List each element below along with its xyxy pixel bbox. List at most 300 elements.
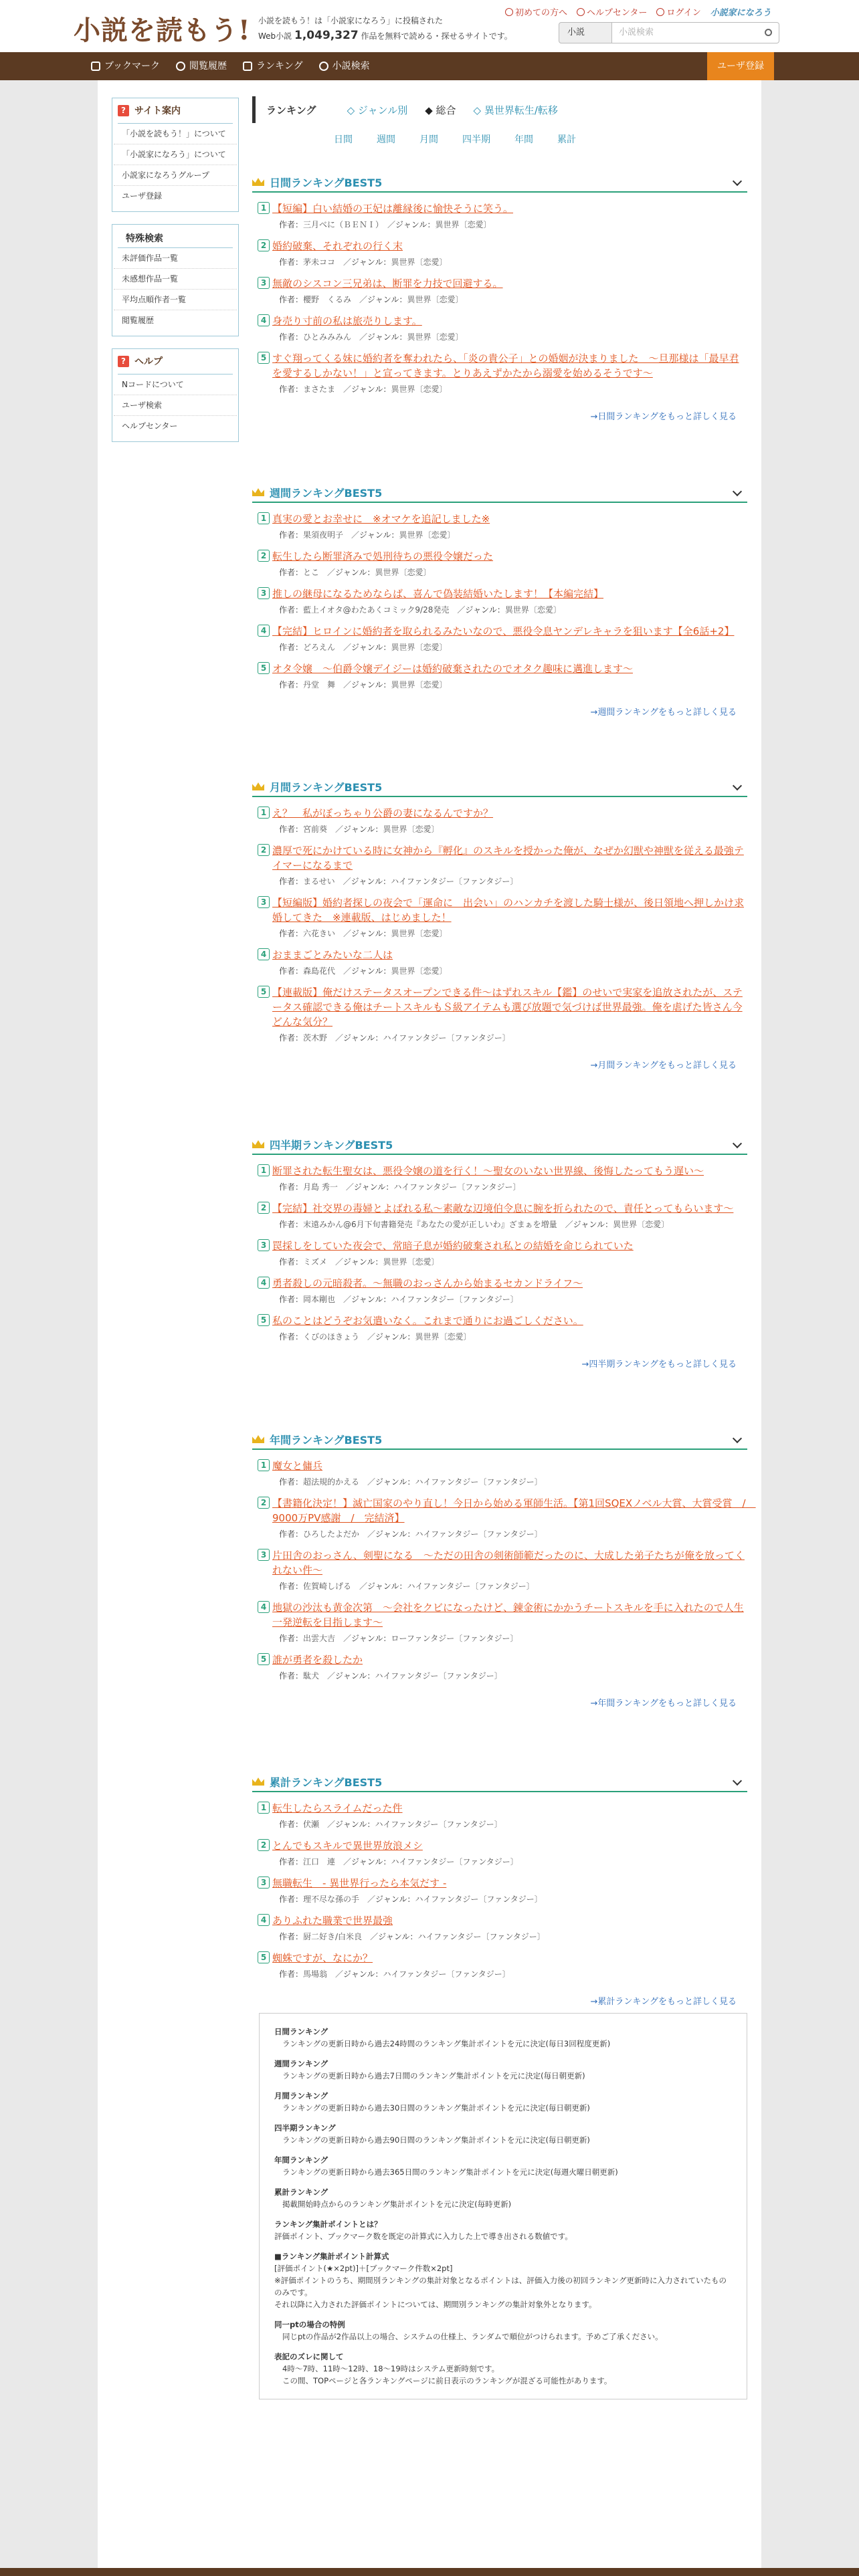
rank-badge: 2 <box>258 1202 270 1214</box>
author-link[interactable]: 駄犬 <box>303 1671 320 1681</box>
help-center-link[interactable]: ヘルプセンター <box>577 5 647 18</box>
novel-meta: 作者：三月べに（ＢＥＮＩ） ／ジャンル：異世界〔恋愛〕 <box>279 220 492 229</box>
genre-link[interactable]: 異世界〔恋愛〕 <box>391 385 448 394</box>
site-guide-box: ? サイト案内 「小説を読もう！」について 「小説家になろう」について 小説家になろうグループ ユーザ登録 <box>112 98 239 212</box>
rank-badge: 3 <box>258 1549 270 1561</box>
section-title: 四半期ランキングBEST5 <box>270 1138 393 1152</box>
novel-title-link[interactable]: 【完結】ヒロインに婚約者を取られるみたいなので、悪役令息ヤンデレキャラを狙います【全6話+2】 <box>272 625 735 637</box>
genre-link[interactable]: ハイファンタジー〔ファンタジー〕 <box>391 1295 518 1304</box>
sidebar-item[interactable]: 未感想作品一覧 <box>114 269 237 290</box>
ranking-entry <box>252 1548 747 1592</box>
novel-title-link[interactable]: 断罪された転生聖女は、悪役令嬢の道を行く！～聖女のいない世界線、後悔したってもう遅い～ <box>272 1165 704 1177</box>
author-link[interactable]: まさたま <box>303 385 336 394</box>
author-link[interactable]: 伏瀬 <box>303 1820 320 1829</box>
chevron-down-icon[interactable] <box>733 1434 742 1443</box>
rank-badge: 1 <box>258 512 270 524</box>
tagline-web: Web小説 <box>258 31 292 41</box>
novel-meta: 作者：櫻野 くるみ ／ジャンル：異世界〔恋愛〕 <box>279 295 464 304</box>
info-heading: 月間ランキング <box>274 2091 328 2101</box>
ranking-entry <box>252 806 747 835</box>
genre-link[interactable]: 異世界〔恋愛〕 <box>613 1220 670 1229</box>
ranking-entry <box>252 1459 747 1487</box>
novel-meta: 作者：伏瀬 ／ジャンル：ハイファンタジー〔ファンタジー〕 <box>279 1820 502 1829</box>
sidebar-item[interactable]: 小説家になろうグループ <box>114 165 237 186</box>
novel-title-link[interactable]: 婚約破棄、それぞれの行く末 <box>272 240 403 252</box>
info-text: ※評価ポイントのうち、期間別ランキングの集計対象となるポイントは、評価入力後の初回ランキング更新時に入力されていたもののみです。 <box>274 2276 727 2297</box>
genre-link[interactable]: 異世界〔恋愛〕 <box>435 220 492 229</box>
novel-count: 1,049,327 <box>294 29 359 42</box>
novel-meta: 作者：藍上イオタ@わたあくコミック9/28発売 ／ジャンル：異世界〔恋愛〕 <box>279 605 561 615</box>
ranking-entry <box>252 586 747 615</box>
author-link[interactable]: 月島 秀一 <box>303 1182 338 1192</box>
genre-link[interactable]: 異世界〔恋愛〕 <box>415 1332 472 1341</box>
tagline-line1: 小説を読もう！は「小説家になろう」に投稿された <box>258 16 444 25</box>
main-nav <box>0 52 859 80</box>
genre-link[interactable]: ハイファンタジー〔ファンタジー〕 <box>383 1033 510 1043</box>
sidebar-item[interactable]: Nコードについて <box>114 374 237 395</box>
period-tabs <box>252 132 747 146</box>
rank-badge: 1 <box>258 1164 270 1176</box>
author-link[interactable]: 超法規的かえる <box>303 1477 360 1487</box>
section-header[interactable] <box>252 1135 747 1155</box>
section-header[interactable] <box>252 777 747 797</box>
novel-title-link[interactable]: オタ令嬢 ～伯爵令嬢デイジーは婚約破棄されたのでオタク趣味に邁進します～ <box>272 663 633 675</box>
nav-history[interactable]: 閲覧履歴 <box>168 52 235 80</box>
history-icon <box>176 62 185 71</box>
genre-link[interactable]: ハイファンタジー〔ファンタジー〕 <box>375 1671 502 1681</box>
chevron-down-icon[interactable] <box>733 177 742 186</box>
search-box <box>559 22 779 43</box>
rank-badge: 5 <box>258 352 270 364</box>
novel-meta: 作者：岡本剛也 ／ジャンル：ハイファンタジー〔ファンタジー〕 <box>279 1295 518 1304</box>
tagline-line2: 作品を無料で読める・探せるサイトです。 <box>361 31 512 41</box>
author-link[interactable]: 森島花代 <box>303 966 336 976</box>
nav-ranking[interactable]: ランキング <box>235 52 311 80</box>
ranking-entry <box>252 1276 747 1305</box>
genre-link[interactable]: ハイファンタジー〔ファンタジー〕 <box>417 1932 545 1941</box>
ranking-entry <box>252 1913 747 1942</box>
novel-title-link[interactable]: ありふれた職業で世界最強 <box>272 1915 393 1927</box>
info-text: ランキングの更新日時から過去365日間のランキング集計ポイントを元に決定(毎週火曜日朝更新) <box>282 2167 618 2177</box>
genre-link[interactable]: 異世界〔恋愛〕 <box>391 680 448 689</box>
novel-title-link[interactable]: 推しの継母になるためならば、喜んで偽装結婚いたします！【本編完結】 <box>272 588 604 600</box>
info-heading: ■ランキング集計ポイント計算式 <box>274 2252 389 2261</box>
author-link[interactable]: 佐賀崎しげる <box>303 1582 352 1591</box>
genre-link[interactable]: ハイファンタジー〔ファンタジー〕 <box>391 877 518 886</box>
novel-title-link[interactable]: 身売り寸前の私は旅売りします。 <box>272 315 422 327</box>
rank-badge: 3 <box>258 277 270 289</box>
genre-link[interactable]: ローファンタジー〔ファンタジー〕 <box>391 1634 518 1643</box>
more-ranking-link[interactable]: →累計ランキングをもっと詳しく見る <box>590 1997 737 2007</box>
info-text: 4時〜7時、11時〜12時、18〜19時はシステム更新時刻です。 <box>282 2364 500 2373</box>
novel-meta: 作者：とこ ／ジャンル：異世界〔恋愛〕 <box>279 568 432 577</box>
rank-badge: 5 <box>258 1951 270 1963</box>
novel-title-link[interactable]: 蜘蛛ですが、なにか？ <box>272 1952 373 1964</box>
sidebar-item[interactable]: ユーザ検索 <box>114 395 237 416</box>
author-link[interactable]: くびのほきょう <box>303 1332 360 1341</box>
narou-mini-logo[interactable]: 小説家になろう <box>710 8 771 18</box>
ranking-entry <box>252 549 747 578</box>
site-logo[interactable]: 小説を読もう! <box>74 15 251 46</box>
more-ranking-link[interactable]: →年間ランキングをもっと詳しく見る <box>590 1699 737 1709</box>
novel-title-link[interactable]: とんでもスキルで異世界放浪メシ <box>272 1840 423 1852</box>
nav-search[interactable]: 小説検索 <box>311 52 378 80</box>
novel-meta: 作者：出雲大吉 ／ジャンル：ローファンタジー〔ファンタジー〕 <box>279 1634 518 1643</box>
rank-badge: 3 <box>258 1239 270 1251</box>
section-title: 累計ランキングBEST5 <box>270 1776 383 1789</box>
ranking-entry <box>252 239 747 267</box>
novel-meta: 作者：ミズメ ／ジャンル：異世界〔恋愛〕 <box>279 1257 440 1267</box>
author-link[interactable]: 岡本剛也 <box>303 1295 336 1304</box>
rank-badge: 5 <box>258 986 270 998</box>
info-heading: 日間ランキング <box>274 2027 328 2036</box>
novel-meta: 作者：丹堂 舞 ／ジャンル：異世界〔恋愛〕 <box>279 680 448 689</box>
ranking-entry <box>252 661 747 690</box>
tab-yearly[interactable]: 年間 <box>514 134 533 145</box>
author-link[interactable]: 六花きい <box>303 929 336 938</box>
novel-title-link[interactable]: 【連載版】俺だけステータスオープンできる件～はずれスキル【鑑】のせいで実家を追放されたが、ステータス確認できる俺はチートスキルもＳ級アイテムも選び放題で気づけば世界最強。俺を虐げた皆さん今どんな気分？ <box>272 986 743 1028</box>
main-content <box>252 96 747 146</box>
novel-title-link[interactable]: 片田舎のおっさん、剣聖になる ～ただの田舎の剣術師範だったのに、大成した弟子たちが俺を放ってくれない件～ <box>272 1549 745 1576</box>
rank-badge: 2 <box>258 1839 270 1851</box>
novel-meta: 作者：まるせい ／ジャンル：ハイファンタジー〔ファンタジー〕 <box>279 877 518 886</box>
info-text: 掲載開始時点からのランキング集計ポイントを元に決定(毎時更新) <box>282 2199 512 2209</box>
author-link[interactable]: 藍上イオタ@わたあくコミック9/28発売 <box>303 605 450 615</box>
genre-link[interactable]: 異世界〔恋愛〕 <box>391 257 448 267</box>
sidebar-item[interactable]: 未評価作品一覧 <box>114 248 237 269</box>
novel-meta: 作者：まさたま ／ジャンル：異世界〔恋愛〕 <box>279 385 448 394</box>
top-links <box>505 5 771 18</box>
ranking-section <box>252 173 747 422</box>
help-icon <box>577 8 585 16</box>
novel-meta: 作者：どろえん ／ジャンル：異世界〔恋愛〕 <box>279 643 448 652</box>
rank-badge: 5 <box>258 1314 270 1326</box>
novel-title-link[interactable]: 罠採しをしていた夜会で、常暗子息が婚約破棄され私との結婚を命じられていた <box>272 1240 634 1252</box>
author-link[interactable]: 厨二好き/白米良 <box>303 1932 363 1941</box>
chevron-down-icon[interactable] <box>733 487 742 496</box>
rank-badge: 2 <box>258 550 270 562</box>
ranking-entry <box>252 1652 747 1681</box>
sidebar-item[interactable]: 閲覧履歴 <box>122 316 155 325</box>
ranking-section <box>252 1430 756 1709</box>
genre-link[interactable]: 異世界〔恋愛〕 <box>407 295 464 304</box>
genre-link[interactable]: 異世界〔恋愛〕 <box>391 929 448 938</box>
chevron-down-icon[interactable] <box>733 1776 742 1786</box>
novel-title-link[interactable]: 転生したら断罪済みで処刑待ちの悪役令嬢だった <box>272 550 494 562</box>
tab-overall[interactable]: ◆ 総合 <box>425 104 456 116</box>
question-icon: ? <box>118 356 129 367</box>
ranking-section <box>252 483 747 718</box>
info-text: 同じptの作品が2作品以上の場合、システムの仕様上、ランダムで順位がつけられます。予めご了承ください。 <box>282 2332 663 2341</box>
novel-meta: 作者：六花きい ／ジャンル：異世界〔恋愛〕 <box>279 929 448 938</box>
rank-badge: 2 <box>258 1497 270 1509</box>
site-header <box>0 0 859 52</box>
ranking-entry <box>252 624 747 653</box>
rank-badge: 3 <box>258 1876 270 1889</box>
nav-bookmark[interactable]: ブックマーク <box>83 52 168 80</box>
novel-title-link[interactable]: 誰が勇者を殺したか <box>272 1654 363 1666</box>
novel-title-link[interactable]: 魔女と傭兵 <box>272 1460 323 1472</box>
novel-title-link[interactable]: 地獄の沙汰も黄金次第 ～会社をクビになったけど、錬金術にかかうチートスキルを手に入れたので人生一発逆転を目指します～ <box>272 1602 744 1628</box>
ranking-entry <box>252 1496 756 1539</box>
rank-badge: 4 <box>258 1277 270 1289</box>
footer-bar <box>0 2568 859 2576</box>
more-ranking-link[interactable]: →日間ランキングをもっと詳しく見る <box>590 412 737 422</box>
rank-badge: 5 <box>258 662 270 674</box>
section-title: 週間ランキングBEST5 <box>270 486 383 500</box>
novel-meta: 作者：森島花代 ／ジャンル：異世界〔恋愛〕 <box>279 966 448 976</box>
ranking-icon <box>243 62 252 71</box>
crown-icon <box>252 782 264 790</box>
info-heading: 同一ptの場合の特例 <box>274 2320 345 2329</box>
ranking-entry <box>252 1164 747 1192</box>
ranking-entry <box>252 948 747 976</box>
crown-icon <box>252 1435 264 1443</box>
rank-badge: 4 <box>258 1914 270 1926</box>
info-text: それ以降に入力された評価ポイントについては、期間別ランキングの集計対象外となります。 <box>274 2300 597 2309</box>
sidebar-item[interactable]: ユーザ登録 <box>122 191 163 201</box>
genre-link[interactable]: ハイファンタジー〔ファンタジー〕 <box>391 1857 518 1866</box>
novel-meta: 作者：駄犬 ／ジャンル：ハイファンタジー〔ファンタジー〕 <box>279 1671 502 1681</box>
info-text: この間、TOPページと各ランキングページに前日表示のランキングが混ざる可能性があります。 <box>282 2376 612 2385</box>
more-ranking-link[interactable]: →四半期ランキングをもっと詳しく見る <box>581 1360 737 1370</box>
info-heading: ランキング集計ポイントとは？ <box>274 2220 382 2229</box>
rank-badge: 1 <box>258 202 270 214</box>
tab-daily[interactable]: 日間 <box>334 134 353 145</box>
ranking-section <box>252 1135 747 1370</box>
novel-meta: 作者：超法規的かえる ／ジャンル：ハイファンタジー〔ファンタジー〕 <box>279 1477 543 1487</box>
section-header[interactable] <box>252 1772 747 1792</box>
novel-meta: 作者：ひろしたよだか ／ジャンル：ハイファンタジー〔ファンタジー〕 <box>279 1529 543 1539</box>
rank-badge: 4 <box>258 1601 270 1613</box>
sidebar-item[interactable]: 「小説家になろう」について <box>114 144 237 165</box>
novel-meta: 作者：宮前葵 ／ジャンル：異世界〔恋愛〕 <box>279 825 440 834</box>
section-header[interactable] <box>252 1430 747 1450</box>
sidebar-item[interactable]: 「小説を読もう！」について <box>114 124 237 144</box>
author-link[interactable]: 果須夜明子 <box>303 530 344 540</box>
author-link[interactable]: まるせい <box>303 877 335 886</box>
tab-quarterly[interactable]: 四半期 <box>462 134 490 145</box>
info-text: ランキングの更新日時から過去24時間のランキング集計ポイントを元に決定(毎日3回程度更新) <box>282 2039 611 2048</box>
more-ranking-link[interactable]: →週間ランキングをもっと詳しく見る <box>590 708 737 718</box>
novel-title-link[interactable]: おままごとみたいな二人は <box>272 949 393 961</box>
rank-badge: 1 <box>258 1459 270 1471</box>
rank-badge: 2 <box>258 844 270 856</box>
section-header[interactable] <box>252 173 747 193</box>
rank-badge: 3 <box>258 896 270 908</box>
novel-title-link[interactable]: 濃厚で死にかけている時に女神から『孵化』のスキルを授かった俺が、なぜか幻獣や神獣を従える最強テイマーになるまで <box>272 845 744 871</box>
genre-link[interactable]: ハイファンタジー〔ファンタジー〕 <box>375 1820 502 1829</box>
novel-meta: 作者：佐賀崎しげる ／ジャンル：ハイファンタジー〔ファンタジー〕 <box>279 1582 535 1591</box>
ranking-entry <box>252 351 747 395</box>
genre-link[interactable]: ハイファンタジー〔ファンタジー〕 <box>383 1969 510 1979</box>
sidebar-item[interactable]: ヘルプセンター <box>122 421 178 431</box>
genre-link[interactable]: 異世界〔恋愛〕 <box>399 530 456 540</box>
ranking-entry <box>252 1600 747 1644</box>
author-link[interactable]: 理不尽な孫の手 <box>303 1895 360 1904</box>
page-title: ランキング <box>266 104 316 116</box>
novel-meta: 作者：理不尽な孫の手 ／ジャンル：ハイファンタジー〔ファンタジー〕 <box>279 1895 543 1904</box>
novel-meta: 作者：茨木野 ／ジャンル：ハイファンタジー〔ファンタジー〕 <box>279 1033 510 1043</box>
genre-link[interactable]: ハイファンタジー〔ファンタジー〕 <box>415 1529 543 1539</box>
author-link[interactable]: 末遠みかん@6月下旬書籍発売『あなたの愛が正しいわ』ざまぁを増量 <box>303 1220 557 1229</box>
tab-isekai[interactable]: ◇ 異世界転生/転移 <box>473 104 558 116</box>
novel-meta: 作者：くびのほきょう ／ジャンル：異世界〔恋愛〕 <box>279 1332 472 1341</box>
genre-link[interactable]: 異世界〔恋愛〕 <box>375 568 432 577</box>
tab-monthly[interactable]: 月間 <box>419 134 438 145</box>
info-text: 評価ポイント、ブックマーク数を既定の計算式に入力した上で導き出される数値です。 <box>274 2232 573 2241</box>
novel-meta: 作者：馬場翁 ／ジャンル：ハイファンタジー〔ファンタジー〕 <box>279 1969 510 1979</box>
ranking-entry <box>252 1801 747 1830</box>
bookmark-icon <box>91 62 100 71</box>
author-link[interactable]: 三月べに（ＢＥＮＩ） <box>303 220 380 229</box>
rank-badge: 4 <box>258 314 270 326</box>
novel-title-link[interactable]: 無敵のシスコン三兄弟は、断罪を力技で回避する。 <box>272 278 503 290</box>
crown-icon <box>252 488 264 496</box>
section-title: 年間ランキングBEST5 <box>270 1433 383 1446</box>
genre-link[interactable]: ハイファンタジー〔ファンタジー〕 <box>415 1895 543 1904</box>
author-link[interactable]: ミズメ <box>303 1257 328 1267</box>
special-search-title: 特殊検索 <box>118 225 233 248</box>
author-link[interactable]: 茨木野 <box>303 1033 328 1043</box>
crown-icon <box>252 178 264 186</box>
novel-title-link[interactable]: え？ 私がぼっちゃり公爵の妻になるんですか？ <box>272 807 494 819</box>
novel-title-link[interactable]: 私のことはどうぞお気遣いなく。これまで通りにお過ごしください。 <box>272 1315 583 1327</box>
section-title: 月間ランキングBEST5 <box>270 780 383 794</box>
rank-badge: 3 <box>258 587 270 599</box>
genre-link[interactable]: 異世界〔恋愛〕 <box>391 643 448 652</box>
rank-badge: 1 <box>258 1802 270 1814</box>
author-link[interactable]: 馬場翁 <box>303 1969 328 1979</box>
special-search-box <box>112 224 239 336</box>
author-link[interactable]: 宮前葵 <box>303 825 328 834</box>
ranking-entry <box>252 1239 747 1267</box>
info-icon <box>505 8 513 16</box>
info-text: ランキングの更新日時から過去30日間のランキング集計ポイントを元に決定(毎日朝更新) <box>282 2103 590 2113</box>
genre-link[interactable]: 異世界〔恋愛〕 <box>383 825 440 834</box>
ranking-entry <box>252 1313 747 1342</box>
novel-title-link[interactable]: 無職転生 - 異世界行ったら本気だす - <box>272 1877 447 1889</box>
tab-genre[interactable]: ◇ ジャンル別 <box>347 104 408 116</box>
section-title: 日間ランキングBEST5 <box>270 176 383 189</box>
chevron-down-icon[interactable] <box>733 1139 742 1148</box>
genre-link[interactable]: ハイファンタジー〔ファンタジー〕 <box>407 1582 535 1591</box>
register-button[interactable]: ユーザ登録 <box>707 52 774 80</box>
ranking-section <box>252 1772 747 2007</box>
genre-link[interactable]: 異世界〔恋愛〕 <box>504 605 561 615</box>
genre-link[interactable]: ハイファンタジー〔ファンタジー〕 <box>393 1182 521 1192</box>
beginner-link[interactable]: 初めての方へ <box>505 5 567 18</box>
sidebar-item[interactable]: 平均点順作者一覧 <box>114 290 237 310</box>
info-text: ランキングの更新日時から過去7日間のランキング集計ポイントを元に決定(毎日朝更新) <box>282 2071 585 2080</box>
novel-title-link[interactable]: すぐ翔ってくる妹に婚約者を奪われたら、「炎の貴公子」との婚姻が決まりました ～旦那様は「最早君を愛するしかない！」と宣ってきます。とりあえずかたから溺愛を始めるそうです～ <box>272 352 739 379</box>
novel-title-link[interactable]: 勇者殺しの元暗殺者。～無職のおっさんから始まるセカンドライフ～ <box>272 1277 583 1289</box>
ranking-entry <box>252 512 747 540</box>
author-link[interactable]: 江口 連 <box>303 1857 336 1866</box>
novel-title-link[interactable]: 【完結】社交界の毒婦とよばれる私～素敵な辺境伯令息に腕を折られたので、責任とってもらいます～ <box>272 1202 734 1214</box>
rank-badge: 5 <box>258 1653 270 1665</box>
login-link[interactable]: ログイン <box>656 5 700 18</box>
genre-link[interactable]: 異世界〔恋愛〕 <box>407 332 464 342</box>
ranking-entry <box>252 1951 747 1979</box>
novel-meta: 作者：江口 連 ／ジャンル：ハイファンタジー〔ファンタジー〕 <box>279 1857 518 1866</box>
novel-title-link[interactable]: 【短編版】婚約者探しの夜会で「運命に 出会い」のハンカチを渡した騎士様が、後日領地へ押しかけ求婚してきた ※連載版、はじめました！ <box>272 897 745 924</box>
novel-meta: 作者：末遠みかん@6月下旬書籍発売『あなたの愛が正しいわ』ざまぁを増量 ／ジャンル：異世界〔恋愛〕 <box>279 1220 670 1229</box>
info-heading: 累計ランキング <box>274 2187 328 2197</box>
login-icon <box>656 8 664 16</box>
author-link[interactable]: ひろしたよだか <box>303 1529 360 1539</box>
author-link[interactable]: 丹堂 舞 <box>303 680 336 689</box>
author-link[interactable]: 出雲大吉 <box>303 1634 336 1643</box>
novel-meta: 作者：果須夜明子 ／ジャンル：異世界〔恋愛〕 <box>279 530 456 540</box>
novel-meta: 作者：ひとみみみん ／ジャンル：異世界〔恋愛〕 <box>279 332 464 342</box>
genre-link[interactable]: 異世界〔恋愛〕 <box>383 1257 440 1267</box>
ranking-entry <box>252 843 747 887</box>
ranking-entry <box>252 1838 747 1867</box>
ranking-entry <box>252 314 747 342</box>
search-type-select[interactable]: 小説 <box>559 22 612 43</box>
help-box: ? ヘルプ Nコードについて ユーザ検索 ヘルプセンター <box>112 348 239 442</box>
rank-badge: 2 <box>258 239 270 251</box>
author-link[interactable]: どろえん <box>303 643 336 652</box>
chevron-down-icon[interactable] <box>733 781 742 790</box>
novel-title-link[interactable]: 真実の愛とお幸せに ※オマケを追記しました※ <box>272 513 490 525</box>
tab-total[interactable]: 累計 <box>557 134 576 145</box>
search-icon <box>319 62 328 71</box>
novel-meta: 作者：茅未ココ ／ジャンル：異世界〔恋愛〕 <box>279 257 448 267</box>
info-heading: 週間ランキング <box>274 2059 328 2068</box>
more-ranking-link[interactable]: →月間ランキングをもっと詳しく見る <box>590 1061 737 1071</box>
crown-icon <box>252 1140 264 1148</box>
author-link[interactable]: とこ <box>303 568 320 577</box>
info-text: [評価ポイント(★×2pt)]＋[ブックマーク件数×2pt] <box>274 2264 453 2273</box>
ranking-entry <box>252 1201 747 1230</box>
ranking-entry <box>252 985 747 1043</box>
genre-link[interactable]: 異世界〔恋愛〕 <box>391 966 448 976</box>
ranking-entry <box>252 895 747 939</box>
search-input[interactable]: 小説検索 <box>612 22 779 43</box>
author-link[interactable]: 茅未ココ <box>303 257 336 267</box>
crown-icon <box>252 1778 264 1786</box>
rank-badge: 4 <box>258 948 270 960</box>
novel-title-link[interactable]: 転生したらスライムだった件 <box>272 1802 403 1814</box>
author-link[interactable]: 櫻野 くるみ <box>303 295 352 304</box>
section-header[interactable] <box>252 483 747 503</box>
ranking-section <box>252 777 747 1071</box>
novel-title-link[interactable]: 【書籍化決定！】滅亡国家のやり直し！今日から始める軍師生活。【第1回SQEXノベル大賞、大賞受賞 / 9000万PV感謝 / 完結済】 <box>272 1497 756 1524</box>
ranking-tabbar <box>252 96 747 123</box>
novel-title-link[interactable]: 【短編】白い結婚の王妃は離縁後に愉快そうに笑う。 <box>272 203 514 215</box>
ranking-info-box <box>259 2013 747 2399</box>
novel-meta: 作者：月島 秀一 ／ジャンル：ハイファンタジー〔ファンタジー〕 <box>279 1182 521 1192</box>
search-icon[interactable] <box>765 29 772 36</box>
rank-badge: 4 <box>258 625 270 637</box>
tagline <box>258 13 512 43</box>
info-text: ランキングの更新日時から過去90日間のランキング集計ポイントを元に決定(毎日朝更新) <box>282 2135 590 2145</box>
ranking-entry <box>252 1876 747 1905</box>
author-link[interactable]: ひとみみみん <box>303 332 352 342</box>
question-icon: ? <box>118 105 129 116</box>
rank-badge: 1 <box>258 807 270 819</box>
info-heading: 年間ランキング <box>274 2155 328 2165</box>
genre-link[interactable]: ハイファンタジー〔ファンタジー〕 <box>415 1477 543 1487</box>
ranking-entry <box>252 276 747 305</box>
novel-meta: 作者：厨二好き/白米良 ／ジャンル：ハイファンタジー〔ファンタジー〕 <box>279 1932 545 1941</box>
ranking-entry <box>252 201 747 230</box>
sidebar <box>112 98 239 454</box>
tab-weekly[interactable]: 週間 <box>377 134 395 145</box>
info-heading: 表記のズレに関して <box>274 2352 344 2361</box>
